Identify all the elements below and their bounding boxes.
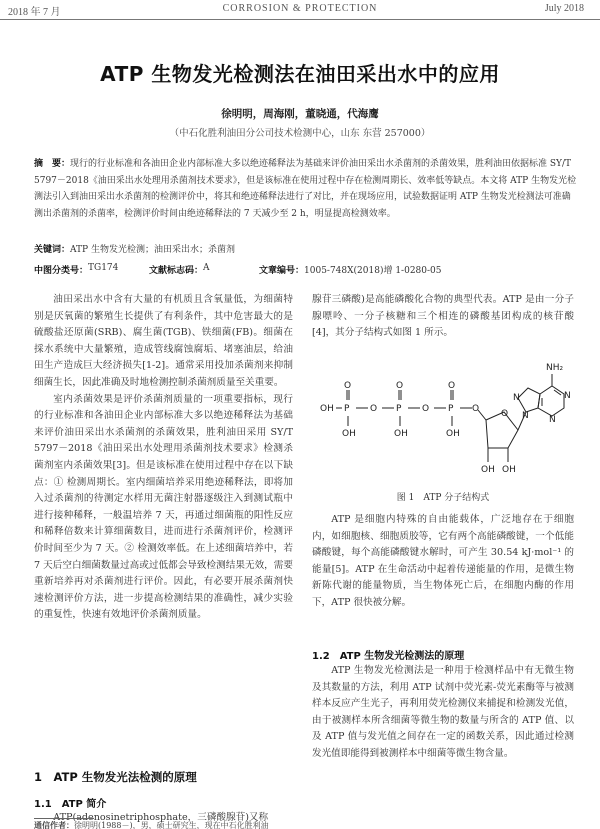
article-id-label: 文章编号： — [259, 266, 305, 276]
running-header — [0, 0, 600, 20]
right-column-mid — [312, 512, 574, 612]
phosphorus-label: P — [448, 404, 454, 414]
amino-label: NH₂ — [546, 363, 564, 373]
clc-label: 中图分类号： — [34, 266, 89, 276]
header-journal: CORROSION & PROTECTION — [222, 3, 378, 14]
oxygen-label: O — [344, 381, 352, 391]
phosphorus-label: P — [396, 404, 402, 414]
abstract-text: 现行的行业标准和各油田企业内部标准大多以绝迹稀释法为基础来评价油田采出水杀菌剂的杀菌效果，胜利油田依据标准 SY/T 5797－2018《油田采出水处理用杀菌剂技术要求》，但是该标准在使用过程中存在检测周期长、效率低等缺点。本文将 ATP 生物发光检测法引入到油田采出水杀菌剂的检测评价中，将其和绝迹稀释法进行了对比，并在现场应用，试验数据证明 ATP 生物发光检测法可准确测出杀菌剂的杀菌率，检测评价时间由绝迹稀释法的 7 天减少至 2 h，明显提高检测效率。 — [34, 159, 577, 219]
article-id-field — [259, 263, 442, 276]
figure-caption: 图 1 ATP 分子结构式 — [396, 493, 490, 503]
left-column — [34, 292, 293, 624]
section-heading-1-2: 1.2 ATP 生物发光检测法的原理 — [312, 651, 465, 662]
oxygen-label: O — [448, 381, 456, 391]
oxygen-label: O — [396, 381, 404, 391]
keywords — [34, 242, 579, 259]
oh-label: OH — [394, 429, 408, 439]
oh-label: OH — [481, 465, 495, 475]
nitrogen-label: N — [564, 391, 571, 401]
atp-structure-figure — [318, 350, 574, 485]
abstract — [34, 156, 579, 222]
right-column-bottom — [312, 663, 574, 763]
doc-code-value: A — [203, 263, 210, 273]
nitrogen-label: N — [549, 415, 556, 425]
paragraph: ATP(adenosinetriphosphate，三磷酸腺苷)又称 — [53, 812, 269, 823]
oh-label: OH — [446, 429, 460, 439]
authors: 徐明明，周海刚，董晓通，代海鹰 — [221, 108, 379, 120]
clc-field — [34, 263, 119, 276]
section-heading-1-1: 1.1 ATP 简介 — [34, 799, 107, 810]
paragraph: ATP 是细胞内特殊的自由能载体，广泛地存在于细胞内，如细胞核、细胞质胶等，它有两个高能磷酸键，一个低能磷酸键，每个高能磷酸键水解时，可产生 30.54 kJ·mol⁻¹ 的能量[5]。ATP 在生命活动中起着传递能量的作用，是微生物新陈代谢的能量物质，当生物体死亡后，在细胞内酶的作用下，ATP 很快被分解。 — [312, 514, 574, 608]
paragraph: 室内杀菌效果是评价杀菌剂质量的一项重要指标，现行的行业标准和各油田企业内部标准大多以绝迹稀释法为基础来评价油田采出水杀菌剂的杀菌效果，胜利油田采用 SY/T 5797－2018《油田采出水处理用杀菌剂技术要求》检测杀菌剂室内杀菌效果[3]。但是该标准在使用过程中存在以下缺点：① 检测周期长。室内细菌培养采用绝迹稀释法，即将加入过杀菌剂的待测定水样用无菌注射器逐级注入到测试瓶中进行接种稀释，一般温培养 7 天，再通过细菌瓶的阳性反应和稀释倍数来计算细菌数目，进而进行杀菌剂评价，检测评价时间至少为 7 天。② 检测效率低。在上述细菌培养中，若 7 天后空白细菌数量过高或过低都会导致检测结果无效，需要重新培养再对杀菌剂进行评价。因此，有必要开展杀菌剂快速检测评价方法，进一步提高检测结果的准确性，减少实验的重复性，快速有效地评价杀菌剂质量。 — [34, 393, 293, 621]
nitrogen-label: N — [522, 411, 529, 421]
footnote-label: 通信作者： — [34, 821, 74, 829]
ring-oxygen-label: O — [501, 409, 509, 419]
oxygen-label: O — [422, 404, 430, 414]
oh-label: OH — [342, 429, 356, 439]
affiliation: （中石化胜利油田分公司技术检测中心，山东 东营 257000） — [169, 128, 431, 139]
doc-code-field — [149, 263, 210, 276]
section-heading-1: 1 ATP 生物发光法检测的原理 — [34, 770, 197, 784]
abstract-label: 摘 要： — [34, 159, 71, 169]
keywords-text: ATP 生物发光检测；油田采出水；杀菌剂 — [70, 245, 235, 255]
doc-code-label: 文献标志码： — [149, 266, 204, 276]
header-date-en: July 2018 — [544, 3, 584, 14]
oxygen-label: O — [370, 404, 378, 414]
footnote-text: 徐明明(1988－)，男，硕士研究生，现在中石化胜利油 — [74, 821, 269, 829]
paragraph: 腺苷三磷酸)是高能磷酸化合物的典型代表。ATP 是由一分子腺嘌呤、一分子核糖和三个相连的磷酸基团构成的核苷酸[4]，其分子结构式如图 1 所示。 — [312, 294, 574, 339]
oh-label: OH — [320, 404, 334, 414]
article-id-value: 1005-748X(2018)增 1-0280-05 — [304, 266, 442, 276]
oh-label: OH — [502, 465, 516, 475]
paragraph: 油田采出水中含有大量的有机质且含氧量低，为细菌特别是厌氧菌的繁殖生长提供了有利条件，其中危害最大的是硫酸盐还原菌(SRB)、腐生菌(TGB)、铁细菌(FB)。细菌在採水系统中大量繁殖，造成管线腐蚀腐垢、堵塞油层，给油田生产造成巨大经济损失[1-2]。通常采用投加杀菌剂来抑制细菌生长，因此准确及时地检测控制杀菌剂质量至关重要。 — [34, 294, 293, 388]
right-column-top — [312, 292, 574, 342]
footnote-rule — [34, 818, 94, 819]
phosphorus-label: P — [344, 404, 350, 414]
oxygen-label: O — [472, 404, 480, 414]
footnote — [34, 820, 269, 829]
header-date: 2018 年 7 月 — [8, 7, 61, 18]
paper-title: ATP 生物发光检测法在油田采出水中的应用 — [100, 62, 500, 86]
paragraph: ATP 生物发光检测法是一种用于检测样品中有无微生物及其数量的方法，利用 ATP 试剂中荧光素-荧光素酶等与被测样本反应产生光子，再利用荧光检测仪来捕捉和检测发光值，由于被测样本所含细菌等微生物的数量与所含的 ATP 值、以及 ATP 值与发光值之间存在一定的函数关系，因此通过检测发光值即能得到被测样本中细菌等微生物含量。 — [312, 665, 574, 759]
keywords-label: 关键词： — [34, 245, 71, 255]
clc-value: TG174 — [88, 263, 119, 273]
nitrogen-label: N — [513, 393, 520, 403]
